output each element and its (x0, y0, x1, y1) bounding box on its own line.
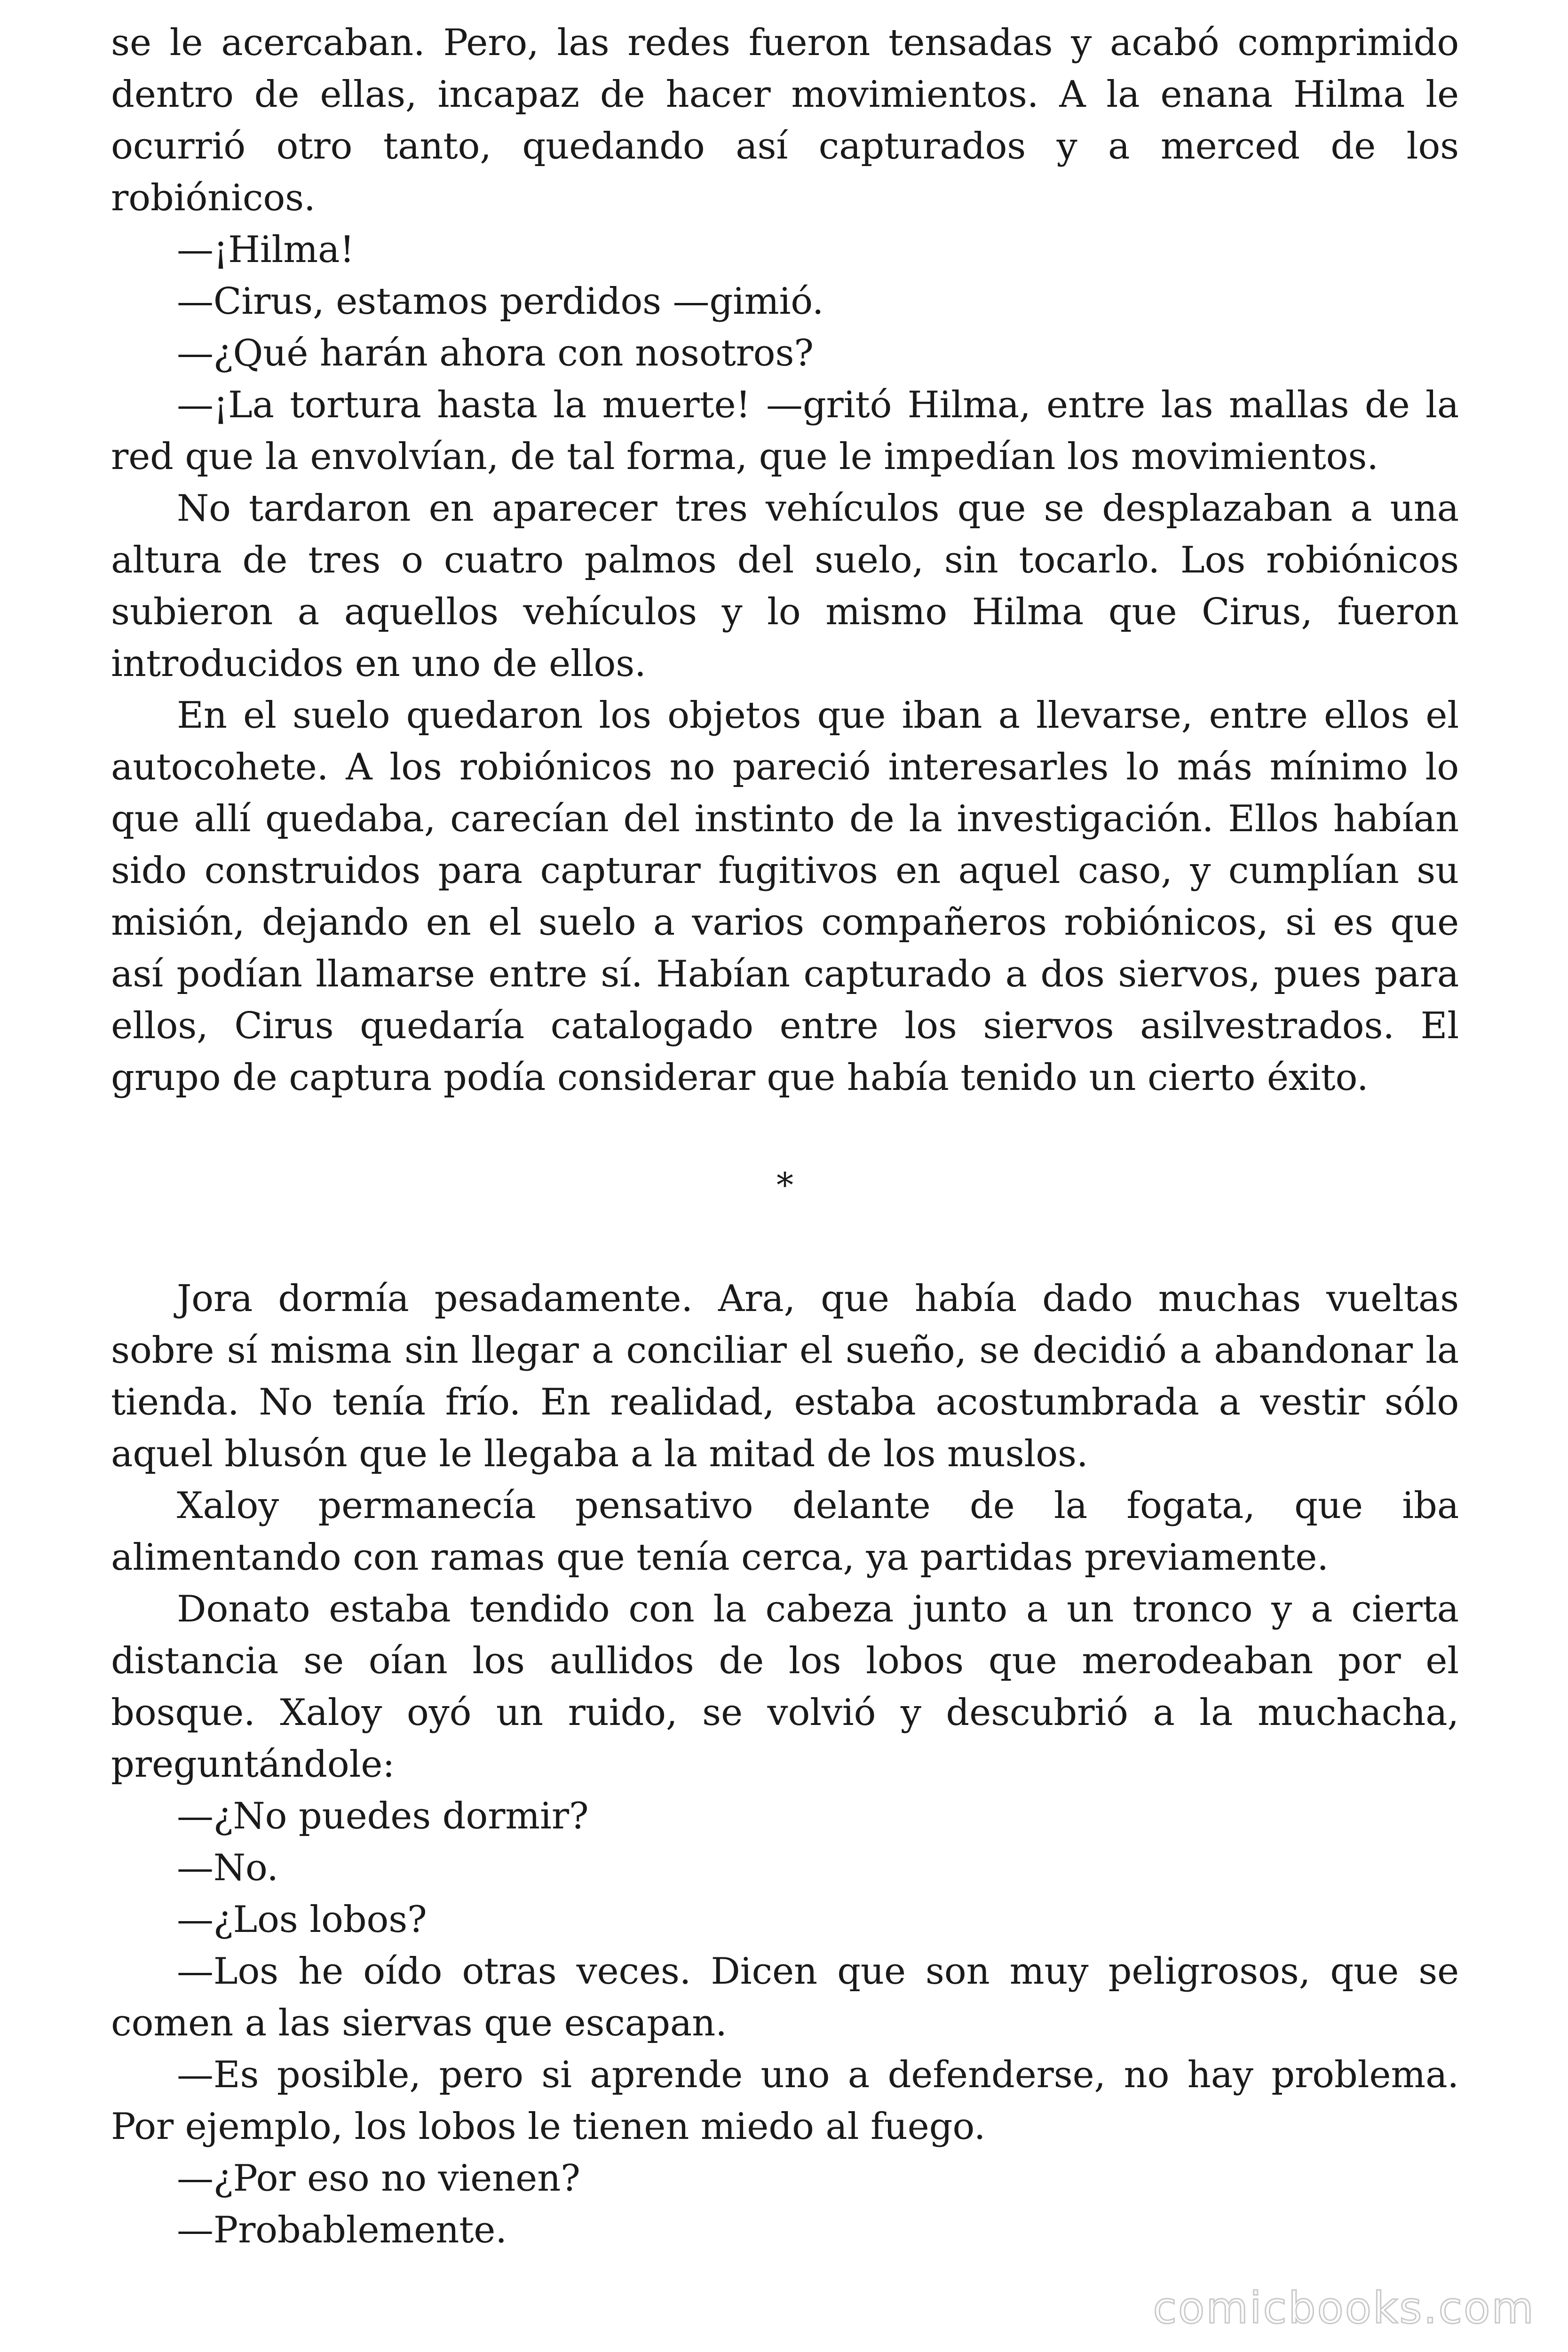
paragraph: Xaloy permanecía pensativo delante de la fogata, que iba alimentando con ramas que tenía cerca, ya partidas previamente. (111, 1485, 1459, 1579)
paragraph: —¡La tortura hasta la muerte! —gritó Hilma, entre las mallas de la red que la envolvían, de tal forma, que le impedían los movimientos. (111, 384, 1459, 478)
paragraph: —Cirus, estamos perdidos —gimió. (177, 280, 824, 323)
paragraph: —Probablemente. (177, 2209, 507, 2251)
paragraph: —Los he oído otras veces. Dicen que son muy peligrosos, que se comen a las siervas que escapan. (111, 1950, 1459, 2044)
paragraph: Jora dormía pesadamente. Ara, que había dado muchas vueltas sobre sí misma sin llegar a conciliar el sueño, se decidió a abandonar la tienda. No tenía frío. En realidad, estaba acostumbrada a vestir sólo aquel blusón que le llegaba a la mitad de los muslos. (111, 1278, 1459, 1475)
watermark-logo: comicbooks.com (1153, 2283, 1535, 2333)
paragraph: —¡Hilma! (177, 229, 355, 271)
paragraph: —¿Por eso no vienen? (177, 2157, 580, 2200)
paragraph: —Es posible, pero si aprende uno a defenderse, no hay problema. Por ejemplo, los lobos le tienen miedo al fuego. (111, 2054, 1459, 2148)
paragraph: —No. (177, 1847, 278, 1889)
paragraph: —¿No puedes dormir? (177, 1795, 589, 1837)
section-separator (111, 1104, 1459, 1273)
paragraph: —¿Qué harán ahora con nosotros? (177, 332, 814, 374)
paragraph: —¿Los lobos? (177, 1899, 427, 1941)
book-page (111, 17, 1459, 2256)
paragraph: No tardaron en aparecer tres vehículos que se desplazaban a una altura de tres o cuatro palmos del suelo, sin tocarlo. Los robiónicos subieron a aquellos vehículos y lo mismo Hilma que Cirus, fueron introducidos en uno de ellos. (111, 487, 1459, 685)
paragraph: Donato estaba tendido con la cabeza junto a un tronco y a cierta distancia se oían los aullidos de los lobos que merodeaban por el bosque. Xaloy oyó un ruido, se volvió y descubrió a la muchacha, preguntándole: (111, 1588, 1459, 1786)
paragraph: En el suelo quedaron los objetos que iban a llevarse, entre ellos el autocohete. A los robiónicos no pareció interesarles lo más mínimo lo que allí quedaba, carecían del instinto de la investigación. Ellos habían sido construidos para capturar fugitivos en aquel caso, y cumplían su misión, dejando en el suelo a varios compañeros robiónicos, si es que así podían llamarse entre sí. Habían capturado a dos siervos, pues para ellos, Cirus quedaría catalogado entre los siervos asilvestrados. El grupo de captura podía considerar que había tenido un cierto éxito. (111, 694, 1459, 1099)
paragraph: se le acercaban. Pero, las redes fueron tensadas y acabó comprimido dentro de ellas, incapaz de hacer movimientos. A la enana Hilma le ocurrió otro tanto, quedando así capturados y a merced de los robiónicos. (111, 22, 1459, 219)
separator-asterisk: * (776, 1165, 793, 1205)
